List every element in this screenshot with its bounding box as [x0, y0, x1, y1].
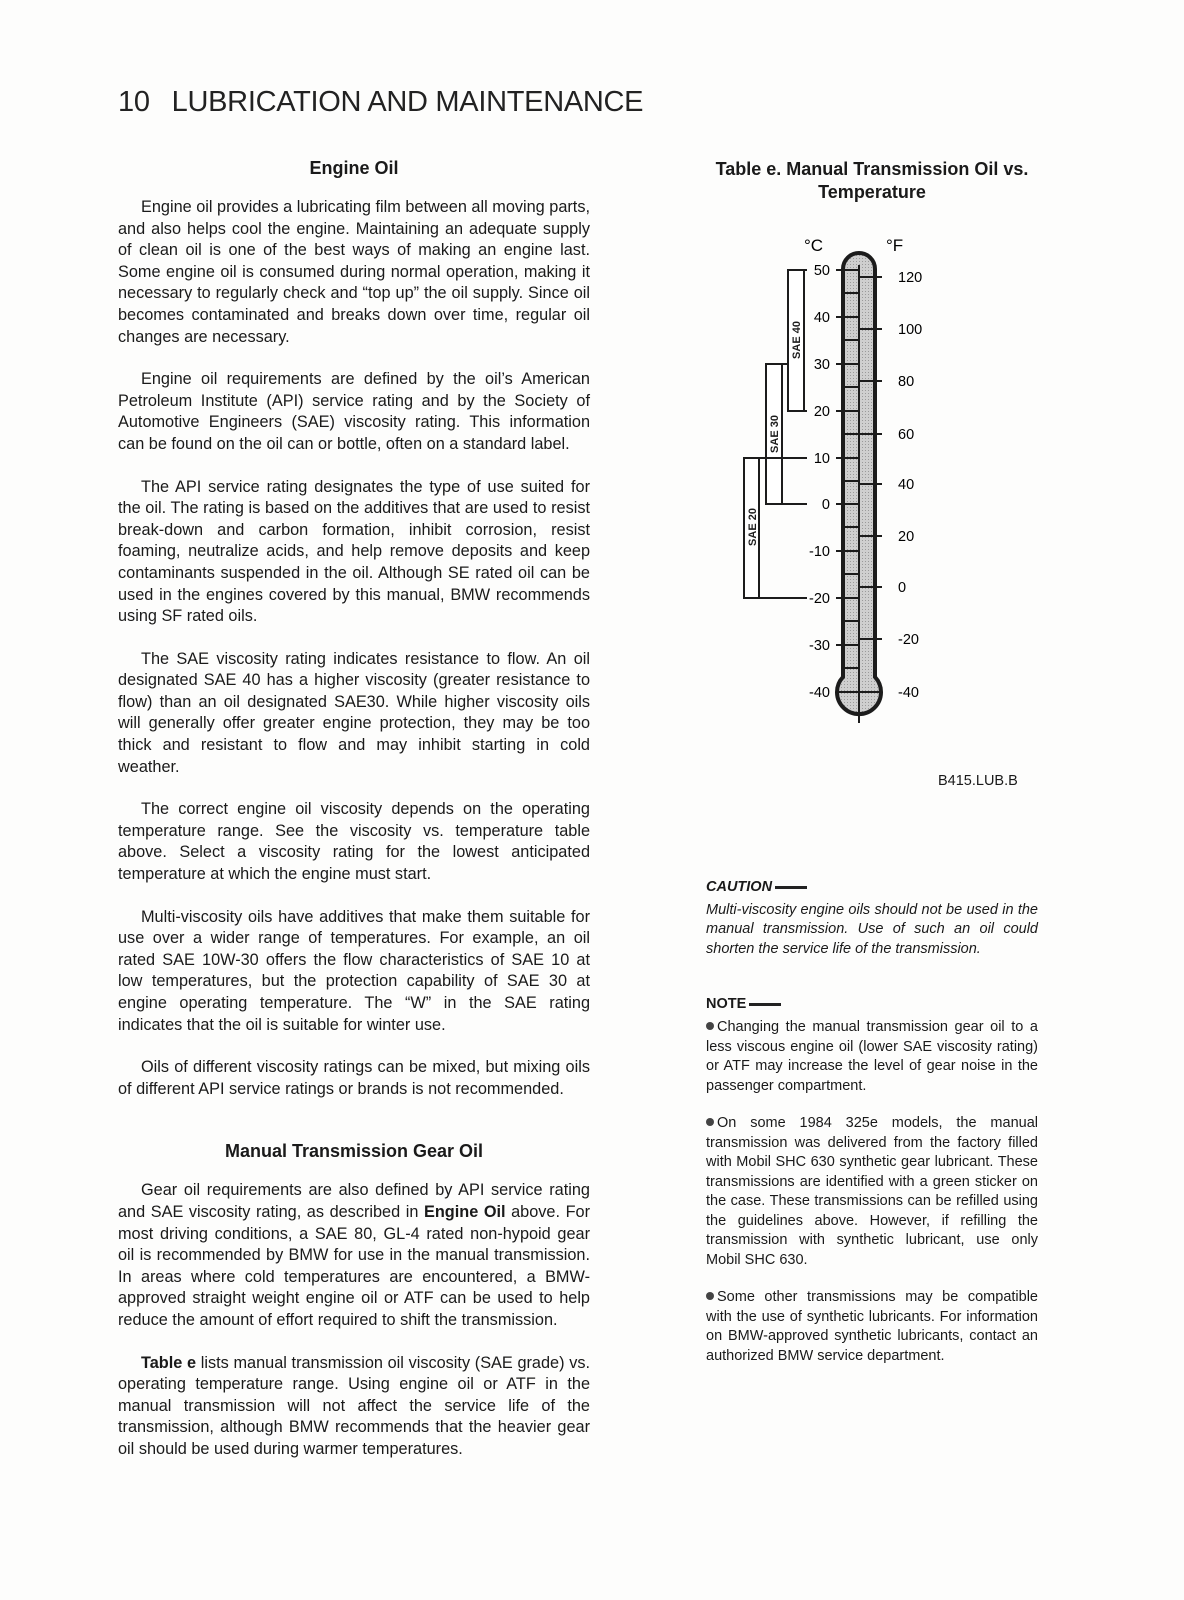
engine-oil-paragraph: Oils of different viscosity ratings can be mixed, but mixing oils of different API service ratings or brands is not recommended.	[118, 1058, 590, 1098]
text-run: Gear oil requirements are also defined by API service rating and SAE viscosity rating, as described in	[118, 1181, 590, 1221]
table-e-reference: Table e	[141, 1353, 197, 1372]
fahrenheit-tick: 0	[898, 580, 907, 596]
fahrenheit-axis	[898, 270, 922, 701]
thermometer-chart	[706, 225, 1046, 765]
note-label: NOTE	[706, 996, 747, 1012]
bullet-icon	[706, 1118, 714, 1126]
fahrenheit-tick: 40	[898, 477, 915, 493]
engine-oil-paragraph: Engine oil requirements are defined by the oil’s American Petroleum Institute (API) service rating and by the Society of Automotive Engineers (SAE) viscosity rating. This information can be found on the oil can or bottle, often on a standard label.	[118, 370, 590, 453]
figure-id: B415.LUB.B	[938, 773, 1018, 789]
page-number: 10	[118, 86, 150, 118]
note-heading	[706, 996, 1038, 1012]
table-e-title-block	[706, 158, 1038, 204]
caution-box	[706, 879, 1038, 959]
celsius-tick: -10	[809, 544, 830, 560]
fahrenheit-tick: -40	[898, 685, 919, 701]
caution-heading	[706, 879, 1038, 895]
note-rule	[749, 1003, 781, 1006]
note-item-text: On some 1984 325e models, the manual transmission was delivered from the factory filled with Mobil SHC 630 synthetic gear lubricant. These transmissions are identified with a green sticker on the case. These transmissions can be refilled using the guidelines above. However, if refilling the transmission with synthetic lubricant, use only Mobil SHC 630.	[706, 1115, 1038, 1268]
caution-rule	[775, 886, 807, 889]
note-item-text: Changing the manual transmission gear oil to a less viscous engine oil (lower SAE viscosity rating) or ATF may increase the level of gear noise in the passenger compartment.	[706, 1019, 1038, 1094]
table-e-title: Table e. Manual Transmission Oil vs. Temperature	[715, 159, 1029, 202]
viscosity-temperature-chart	[706, 225, 1046, 765]
bullet-icon	[706, 1022, 714, 1030]
celsius-label: °C	[804, 236, 824, 255]
celsius-tick: 20	[813, 404, 830, 420]
note-item	[706, 1114, 1038, 1270]
note-item	[706, 1018, 1038, 1096]
chapter-title: LUBRICATION AND MAINTENANCE	[171, 86, 644, 118]
celsius-tick: 50	[813, 263, 830, 279]
fahrenheit-label: °F	[886, 236, 904, 255]
celsius-tick: -40	[809, 685, 830, 701]
note-item	[706, 1288, 1038, 1366]
engine-oil-reference: Engine Oil	[423, 1202, 506, 1221]
left-column	[118, 158, 590, 1482]
celsius-tick: -20	[809, 591, 830, 607]
engine-oil-paragraph: Engine oil provides a lubricating film between all moving parts, and also helps cool the engine. Maintaining an adequate supply of clean oil is one of the best ways of making an engine last. Some engine oil is consumed during normal operation, making it necessary to regularly check and “top up” the oil supply. Since oil becomes contaminated and breaks down over time, regular oil changes are necessary.	[118, 198, 590, 346]
celsius-tick: 30	[813, 357, 830, 373]
gear-oil-heading: Manual Transmission Gear Oil	[224, 1141, 484, 1162]
celsius-axis	[809, 263, 830, 701]
sae-30-label: SAE 30	[769, 415, 781, 453]
engine-oil-paragraph: Multi-viscosity oils have additives that make them suitable for use over a wider range of temperatures. For example, an oil rated SAE 10W-30 offers the flow characteristics of SAE 10 at low temperatures, but the protection capability of SAE 30 at engine operating temperature. The “W” in the SAE rating indicates that the oil is suitable for winter use.	[118, 907, 590, 1034]
text-run: above. For most driving conditions, a SAE 80, GL-4 rated non-hypoid gear oil is recommended by BMW for use in the manual transmission. In areas where cold temperatures are encountered, a BMW-approved straight weight engine oil or ATF can be used to help reduce the amount of effort required to shift the transmission.	[118, 1202, 590, 1329]
engine-oil-paragraph: The SAE viscosity rating indicates resistance to flow. An oil designated SAE 40 has a higher viscosity (greater resistance to flow) than an oil designated SAE30. While higher viscosity oils will generally offer greater engine protection, they may be too thick and resistant to flow and may inhibit starting in cold weather.	[118, 649, 590, 776]
fahrenheit-tick: 100	[898, 322, 923, 338]
sae-40-label: SAE 40	[791, 321, 803, 359]
bullet-icon	[706, 1292, 714, 1300]
gear-oil-paragraph	[118, 1180, 590, 1331]
note-item-text: Some other transmissions may be compatible with the use of synthetic lubricants. For information on BMW-approved synthetic lubricants, contact an authorized BMW service department.	[706, 1289, 1038, 1364]
note-box	[706, 996, 1038, 1384]
engine-oil-paragraph: The correct engine oil viscosity depends on the operating temperature range. See the viscosity vs. temperature table above. Select a viscosity rating for the lowest anticipated temperature at which the engine must start.	[118, 800, 590, 884]
celsius-tick: 40	[813, 310, 830, 326]
caution-text: Multi-viscosity engine oils should not be used in the manual transmission. Use of such an oil could shorten the service life of the transmission.	[706, 902, 1038, 957]
text-run: lists manual transmission oil viscosity (SAE grade) vs. operating temperature range. Using engine oil or ATF in the manual transmission will not affect the service life of the transmission, although BMW recommends that the heavier gear oil should be used during warmer temperatures.	[118, 1353, 590, 1458]
sae-20-label: SAE 20	[747, 508, 759, 546]
fahrenheit-tick: 20	[898, 529, 915, 545]
page-header	[118, 86, 643, 119]
fahrenheit-tick: -20	[898, 632, 919, 648]
fahrenheit-tick: 80	[898, 374, 915, 390]
engine-oil-heading: Engine Oil	[309, 158, 399, 178]
caution-label: CAUTION	[706, 879, 773, 895]
celsius-tick: -30	[809, 638, 830, 654]
engine-oil-paragraph: The API service rating designates the type of use suited for the oil. The rating is based on the additives that are used to resist break-down and carbon formation, inhibit corrosion, resist foaming, neutralize acids, and help remove deposits and keep contaminants suspended in the oil. Although SE rated oil can be used in the engines covered by this manual, BMW recommends using SF rated oils.	[118, 477, 590, 626]
gear-oil-paragraph	[118, 1353, 590, 1461]
celsius-tick: 0	[821, 497, 830, 513]
celsius-tick: 10	[813, 451, 830, 467]
fahrenheit-tick: 120	[898, 270, 923, 286]
thermometer-icon	[836, 253, 882, 723]
fahrenheit-tick: 60	[898, 427, 915, 443]
